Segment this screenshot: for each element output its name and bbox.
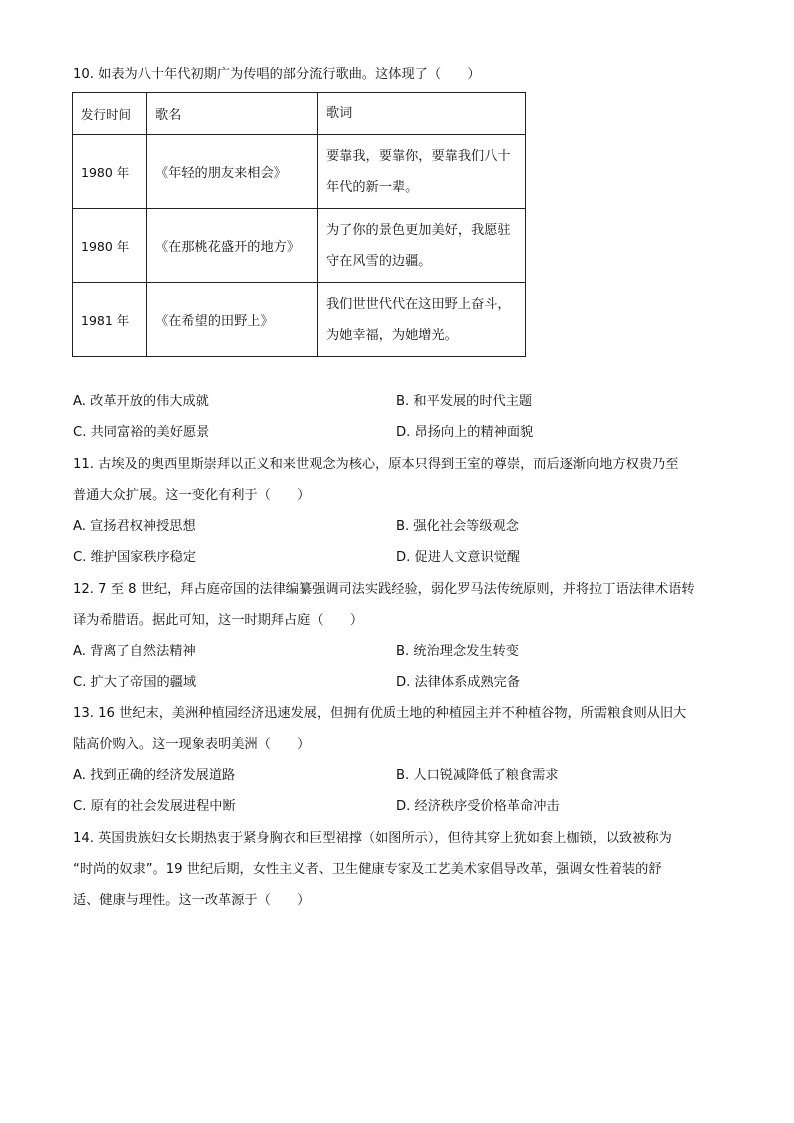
table-row bbox=[73, 209, 526, 283]
header-release-time: 发行时间 bbox=[73, 93, 147, 135]
row-song: 《在希望的田野上》 bbox=[147, 283, 318, 357]
q11-stem-line1: 11. 古埃及的奥西里斯崇拜以正义和来世观念为核心，原本只得到王室的尊崇，而后逐渐向地方权贵乃至 bbox=[73, 457, 679, 472]
q12-option-a[interactable]: A. 背离了自然法精神 bbox=[73, 644, 196, 659]
row-lyric: 为了你的景色更加美好，我愿驻守在风雪的边疆。 bbox=[318, 209, 526, 283]
q13-stem-line1: 13. 16 世纪末，美洲种植园经济迅速发展，但拥有优质土地的种植园主并不种植谷物，所需粮食则从旧大 bbox=[73, 706, 687, 721]
q10-option-c[interactable]: C. 共同富裕的美好愿景 bbox=[73, 425, 210, 440]
q12-stem-line2: 译为希腊语。据此可知，这一时期拜占庭（ ） bbox=[73, 613, 364, 628]
q13-option-a[interactable]: A. 找到正确的经济发展道路 bbox=[73, 768, 236, 783]
header-song-name: 歌名 bbox=[147, 93, 318, 135]
q10-stem: 10. 如表为八十年代初期广为传唱的部分流行歌曲。这体现了（ ） bbox=[73, 67, 481, 82]
row-year: 1980 年 bbox=[73, 135, 147, 209]
q12-option-c[interactable]: C. 扩大了帝国的疆域 bbox=[73, 675, 197, 690]
row-song: 《年轻的朋友来相会》 bbox=[147, 135, 318, 209]
q10-option-b[interactable]: B. 和平发展的时代主题 bbox=[396, 394, 533, 409]
q13-stem-line2: 陆高价购入。这一现象表明美洲（ ） bbox=[73, 737, 311, 752]
q11-option-a[interactable]: A. 宣扬君权神授思想 bbox=[73, 519, 196, 534]
q11-option-b[interactable]: B. 强化社会等级观念 bbox=[396, 519, 519, 534]
row-year: 1980 年 bbox=[73, 209, 147, 283]
q11-option-c[interactable]: C. 维护国家秩序稳定 bbox=[73, 550, 197, 565]
q14-stem-line1: 14. 英国贵族妇女长期热衷于紧身胸衣和巨型裙撑（如图所示），但待其穿上犹如套上枷锁，以致被称为 bbox=[73, 831, 672, 846]
table-row bbox=[73, 283, 526, 357]
q10-option-a[interactable]: A. 改革开放的伟大成就 bbox=[73, 394, 209, 409]
q13-option-b[interactable]: B. 人口锐减降低了粮食需求 bbox=[396, 768, 559, 783]
q10-song-table bbox=[72, 92, 526, 357]
q11-option-d[interactable]: D. 促进人文意识觉醒 bbox=[396, 550, 521, 565]
table-row bbox=[73, 135, 526, 209]
row-song: 《在那桃花盛开的地方》 bbox=[147, 209, 318, 283]
q13-option-d[interactable]: D. 经济秩序受价格革命冲击 bbox=[396, 799, 560, 814]
q12-option-d[interactable]: D. 法律体系成熟完备 bbox=[396, 675, 521, 690]
q12-stem-line1: 12. 7 至 8 世纪，拜占庭帝国的法律编纂强调司法实践经验，弱化罗马法传统原则，并将拉丁语法律术语转 bbox=[73, 582, 695, 597]
q13-option-c[interactable]: C. 原有的社会发展进程中断 bbox=[73, 799, 236, 814]
q14-stem-line3: 适、健康与理性。这一改革源于（ ） bbox=[73, 893, 311, 908]
q14-stem-line2: “时尚的奴隶”。19 世纪后期，女性主义者、卫生健康专家及工艺美术家倡导改革，强调女性着装的舒 bbox=[73, 862, 662, 877]
q11-stem-line2: 普通大众扩展。这一变化有利于（ ） bbox=[73, 488, 311, 503]
row-year: 1981 年 bbox=[73, 283, 147, 357]
row-lyric: 要靠我，要靠你，要靠我们八十年代的新一辈。 bbox=[318, 135, 526, 209]
q12-option-b[interactable]: B. 统治理念发生转变 bbox=[396, 644, 519, 659]
header-lyrics: 歌词 bbox=[318, 93, 526, 135]
table-header-row bbox=[73, 93, 526, 135]
row-lyric: 我们世世代代在这田野上奋斗，为她幸福，为她增光。 bbox=[318, 283, 526, 357]
q10-option-d[interactable]: D. 昂扬向上的精神面貌 bbox=[396, 425, 534, 440]
